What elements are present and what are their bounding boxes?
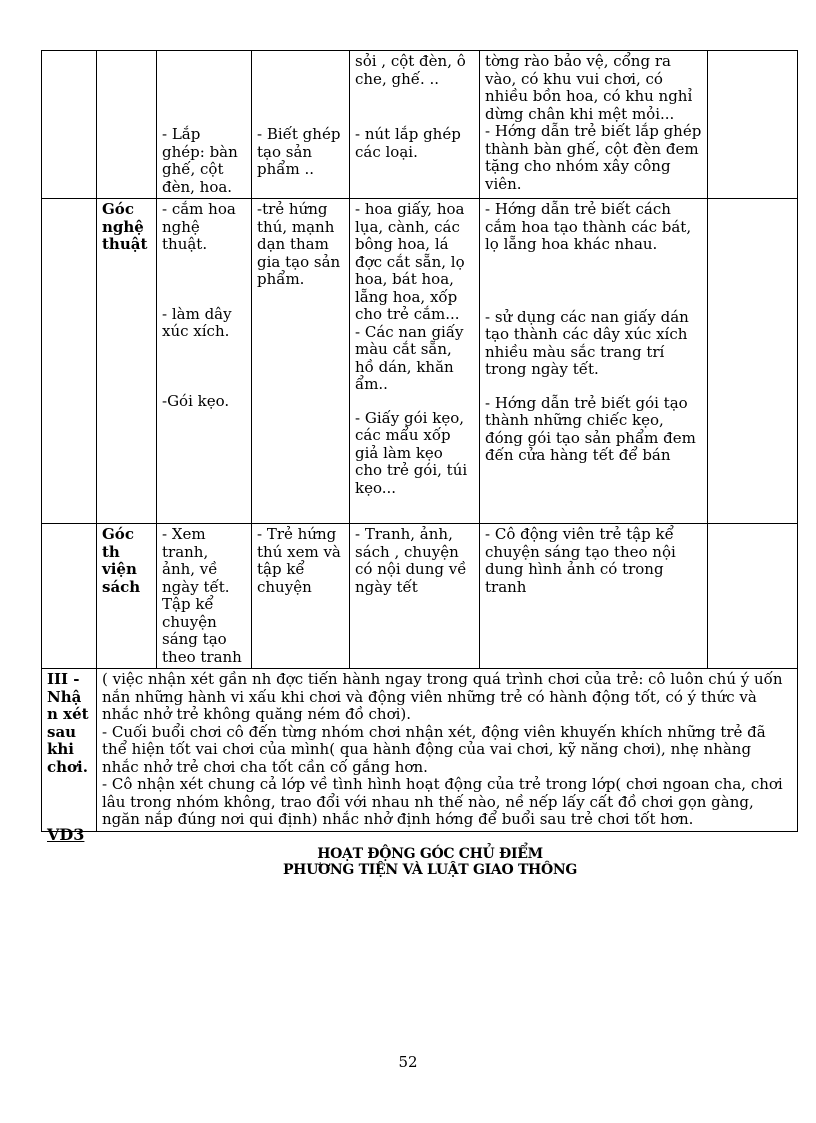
requirement-text: -trẻ hứng thú, mạnh dạn tham gia tạo sản phẩm. xyxy=(257,200,341,288)
corner-name: Góc th viện sách xyxy=(102,525,141,596)
guidance-cell xyxy=(480,199,708,524)
page-subtitle: PHƯƠNG TIỆN VÀ LUẬT GIAO THÔNG xyxy=(282,862,578,878)
section-cell xyxy=(42,524,97,669)
section-cell xyxy=(42,51,97,199)
table-row xyxy=(42,524,798,669)
table-row xyxy=(42,199,798,524)
requirement-text: - Biết ghép tạo sản phẩm .. xyxy=(257,125,341,178)
guidance-cell xyxy=(480,524,708,669)
requirement-cell xyxy=(252,524,350,669)
activity-table xyxy=(41,50,798,832)
content-text: - Xem tranh, ảnh, về ngày tết. Tập kể chuyện sáng tạo theo tranh xyxy=(162,525,242,666)
content-text: - Lắp ghép: bàn ghế, cột đèn, hoa. xyxy=(162,125,238,196)
review-paragraph: ( việc nhận xét gần nh đợc tiến hành ngay trong quá trình chơi của trẻ: cô luôn chú ý uốn nắn những hành vi xấu khi chơi và động viên những trẻ có hành động tốt, có ý thức và nhắc nhở trẻ không quăng ném đồ chơi). xyxy=(102,670,783,723)
materials-text: sỏi , cột đèn, ô che, ghế. .. xyxy=(355,52,466,88)
materials-cell xyxy=(350,199,480,524)
content-cell xyxy=(157,51,252,199)
content-cell xyxy=(157,199,252,524)
page-title: HOẠT ĐỘNG GÓC CHỦ ĐIỂM xyxy=(317,846,543,862)
table-row xyxy=(42,51,798,199)
guidance-text: - Hớng dẫn trẻ biết cách cắm hoa tạo thành các bát, lọ lẵng hoa khác nhau. xyxy=(485,200,692,253)
notes-cell xyxy=(708,199,798,524)
requirement-cell xyxy=(252,51,350,199)
review-cell xyxy=(97,669,798,832)
materials-cell xyxy=(350,51,480,199)
notes-cell xyxy=(708,524,798,669)
materials-text: - Tranh, ảnh, sách , chuyện có nội dung về ngày tết xyxy=(355,525,467,596)
guidance-text: - Cô động viên trẻ tập kể chuyện sáng tạo theo nội dung hình ảnh có trong tranh xyxy=(485,525,676,596)
materials-text: - hoa giấy, hoa lụa, cành, các bông hoa, lá đợc cắt sẵn, lọ hoa, bát hoa, lẵng hoa, xốp cho trẻ cắm... xyxy=(355,200,465,323)
table-row xyxy=(42,669,798,832)
materials-text: - nút lắp ghép các loại. xyxy=(355,125,461,161)
guidance-text: tờng rào bảo vệ, cổng ra vào, có khu vui chơi, có nhiều bồn hoa, có khu nghỉ dừng chân khi mệt mỏi... xyxy=(485,52,693,123)
corner-name: Góc nghệ thuật xyxy=(102,200,148,253)
guidance-text: - Hớng dẫn trẻ biết gói tạo thành những chiếc kẹo, đóng gói tạo sản phẩm đem đến cửa hàng tết để bán xyxy=(485,393,696,464)
guidance-text: - Hớng dẫn trẻ biết lắp ghép thành bàn ghế, cột đèn đem tặng cho nhóm xây công viên. xyxy=(485,122,702,193)
section-label: VD3 xyxy=(47,825,85,844)
materials-text: - Giấy gói kẹo, các mẩu xốp giả làm kẹo cho trẻ gói, túi kẹo... xyxy=(355,408,468,497)
content-text: - làm dây xúc xích. xyxy=(162,304,232,340)
review-paragraph: - Cô nhận xét chung cả lớp về tình hình hoạt động của trẻ trong lớp( chơi ngoan cha, chơi lâu trong nhóm không, trao đổi với nhau nh thế nào, nề nếp lấy cất đồ chơi gọn gàng, ngăn nắp đúng nơi qui định) nhắc nhở định hớng để buổi sau trẻ chơi tốt hơn. xyxy=(102,775,783,828)
section-label xyxy=(42,669,97,832)
page-number: 52 xyxy=(398,1053,418,1071)
notes-cell xyxy=(708,51,798,199)
requirement-text: - Trẻ hứng thú xem và tập kể chuyện xyxy=(257,525,341,596)
corner-label xyxy=(97,199,157,524)
content-cell xyxy=(157,524,252,669)
section-cell xyxy=(42,199,97,524)
content-text: -Gói kẹo. xyxy=(162,391,230,410)
materials-cell xyxy=(350,524,480,669)
section-name: III - Nhậ n xét sau khi chơi. xyxy=(47,670,89,776)
corner-label xyxy=(97,524,157,669)
materials-text: - Các nan giấy màu cắt sẵn, hồ dán, khăn ẩm.. xyxy=(355,322,464,393)
requirement-cell xyxy=(252,199,350,524)
content-text: - cắm hoa nghệ thuật. xyxy=(162,200,236,253)
guidance-text: - sử dụng các nan giấy dán tạo thành các dây xúc xích nhiều màu sắc trang trí trong ngày tết. xyxy=(485,307,689,378)
guidance-cell xyxy=(480,51,708,199)
corner-cell xyxy=(97,51,157,199)
review-paragraph: - Cuối buổi chơi cô đến từng nhóm chơi nhận xét, động viên khuyến khích những trẻ đã thể hiện tốt vai chơi của mình( qua hành động của vai chơi, kỹ năng chơi), nhẹ nhàng nhắc nhở trẻ chơi cha tốt cần cố gắng hơn. xyxy=(102,722,766,776)
